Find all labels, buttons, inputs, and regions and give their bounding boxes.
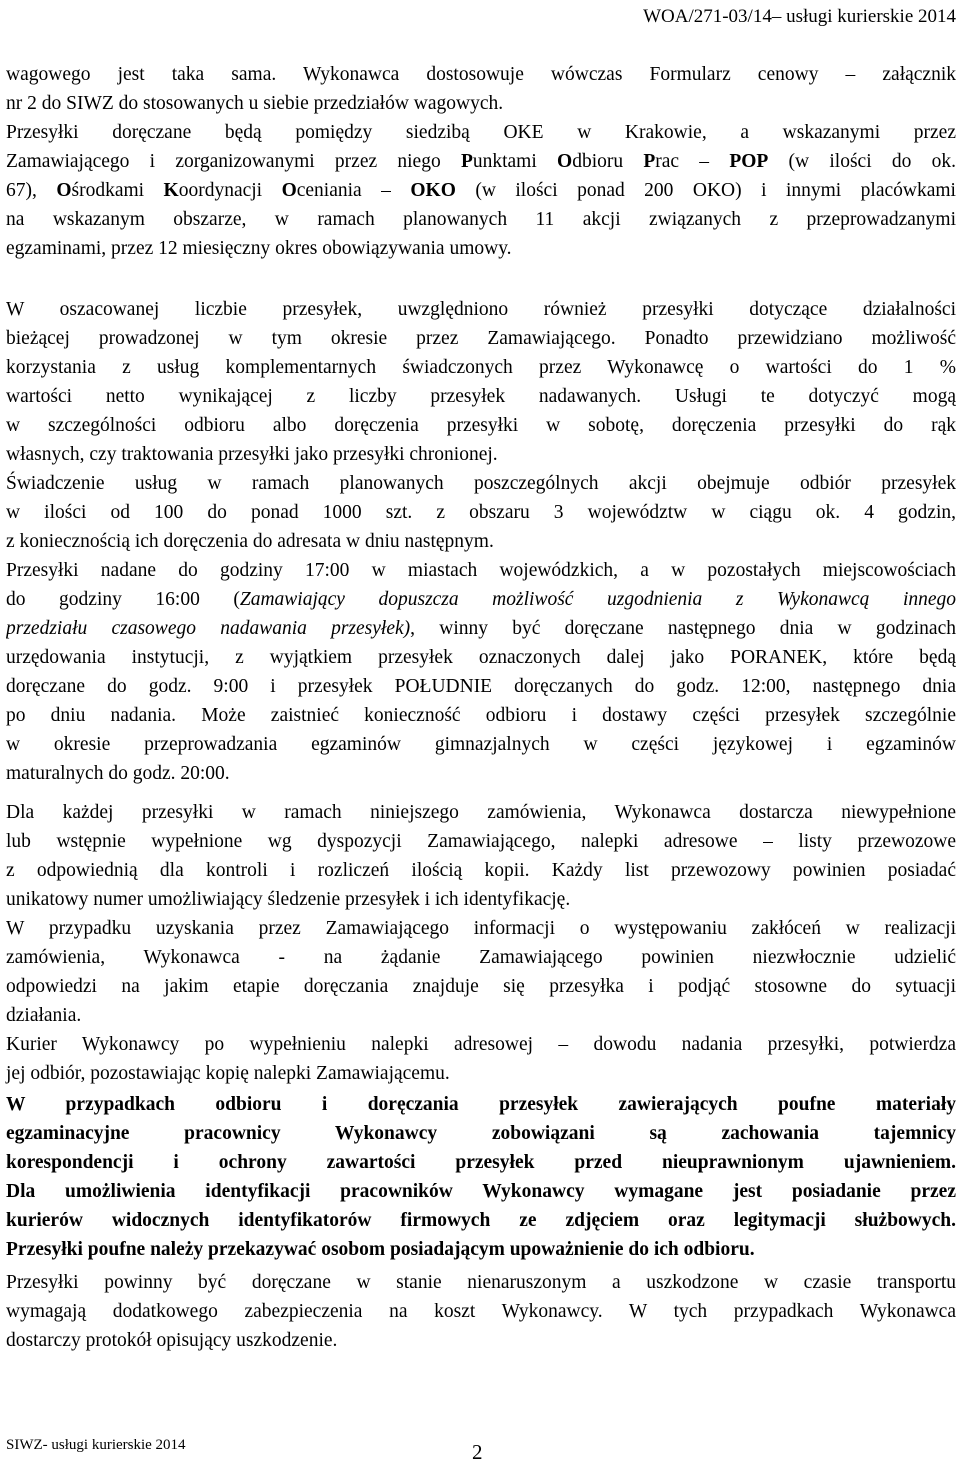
text-run: 67), xyxy=(6,180,57,201)
text-line: działania. xyxy=(6,1005,82,1026)
text-run-bold: O xyxy=(56,180,72,201)
text-run-bold: O xyxy=(557,151,573,172)
text-line: bieżącej prowadzonej w tym okresie przez Zamawiającego. Ponadto przewidziano możliwość xyxy=(6,328,956,349)
text-line: kurierów widocznych identyfikatorów firmowych ze zdjęciem oraz legitymacji służbowych. xyxy=(6,1210,956,1231)
paragraph-1 xyxy=(6,60,956,263)
text-line: zamówienia, Wykonawca - na żądanie Zamawiającego powinien niezwłocznie udzielić xyxy=(6,947,956,968)
text-run: (w ilości do ok. xyxy=(768,151,956,172)
text-line: W przypadku uzyskania przez Zamawiającego informacji o występowaniu zakłóceń w realizacji xyxy=(6,918,956,939)
text-run-bold: O xyxy=(281,180,297,201)
text-line: lub wstępnie wypełnione wg dyspozycji Zamawiającego, nalepki adresowe – listy przewozowe xyxy=(6,831,956,852)
paragraph-2 xyxy=(6,295,956,788)
text-run: ceniania – xyxy=(296,180,411,201)
text-line: korespondencji i ochrony zawartości przesyłek przed nieuprawnionym ujawnieniem. xyxy=(6,1152,956,1173)
text-line: własnych, czy traktowania przesyłki jako przesyłki chronionej. xyxy=(6,444,498,465)
text-line: Dla umożliwienia identyfikacji pracowników Wykonawcy wymagane jest posiadanie przez xyxy=(6,1181,956,1202)
text-line: korzystania z usług komplementarnych świadczonych przez Wykonawcę o wartości do 1 % xyxy=(6,357,956,378)
text-run-bold: P xyxy=(643,151,656,172)
text-line: W przypadkach odbioru i doręczania przesyłek zawierających poufne materiały xyxy=(6,1094,956,1115)
text-run: środkami xyxy=(71,180,164,201)
text-line: Przesyłki nadane do godziny 17:00 w miastach wojewódzkich, a w pozostałych miejscowościach xyxy=(6,560,956,581)
text-line: wagowego jest taka sama. Wykonawca dostosowuje wówczas Formularz cenowy – załącznik xyxy=(6,64,956,85)
text-run: , winny być doręczane następnego dnia w godzinach xyxy=(410,618,956,639)
text-run-bold: OKO xyxy=(410,180,456,201)
text-line xyxy=(6,585,956,614)
text-run-italic: Zamawiający dopuszcza możliwość uzgodnienia z Wykonawcą innego xyxy=(239,589,956,610)
text-line: Dla każdej przesyłki w ramach niniejszego zamówienia, Wykonawca dostarcza niewypełnione xyxy=(6,802,956,823)
text-line: maturalnych do godz. 20:00. xyxy=(6,763,230,784)
text-line: Kurier Wykonawcy po wypełnieniu nalepki adresowej – dowodu nadania przesyłki, potwierdza xyxy=(6,1034,956,1055)
text-line: wartości netto wynikającej z liczby przesyłek nadawanych. Usługi te dotyczyć mogą xyxy=(6,386,956,407)
text-line: nr 2 do SIWZ do stosowanych u siebie przedziałów wagowych. xyxy=(6,93,504,114)
text-line xyxy=(6,176,956,205)
text-run-italic: przedziału czasowego nadawania przesyłek) xyxy=(6,618,411,639)
footer-label: SIWZ- usługi kurierskie 2014 xyxy=(6,1437,186,1453)
text-line: Przesyłki poufne należy przekazywać osobom posiadającym upoważnienie do ich odbioru. xyxy=(6,1239,755,1260)
paragraph-4-bold xyxy=(6,1090,956,1264)
paragraph-3 xyxy=(6,798,956,1088)
page-number: 2 xyxy=(472,1440,483,1464)
text-run: do godziny 16:00 ( xyxy=(6,589,240,610)
text-run-bold: K xyxy=(163,180,179,201)
text-run: dbioru xyxy=(572,151,644,172)
text-line: dostarczy protokół opisujący uszkodzenie. xyxy=(6,1330,338,1351)
text-line: doręczane do godz. 9:00 i przesyłek POŁUDNIE doręczanych do godz. 12:00, następnego dnia xyxy=(6,676,956,697)
text-run-bold: POP xyxy=(729,151,769,172)
text-line: egzaminacyjne pracownicy Wykonawcy zobowiązani są zachowania tajemnicy xyxy=(6,1123,956,1144)
text-line xyxy=(6,614,956,643)
text-line: z odpowiednią dla kontroli i rozliczeń ilością kopii. Każdy list przewozowy powinien posiadać xyxy=(6,860,956,881)
text-line: po dniu nadania. Może zaistnieć konieczność odbioru i dostawy części przesyłek szczególnie xyxy=(6,705,956,726)
text-line: z koniecznością ich doręczenia do adresata w dniu następnym. xyxy=(6,531,494,552)
text-line: egzaminami, przez 12 miesięczny okres obowiązywania umowy. xyxy=(6,238,512,259)
text-line: Świadczenie usług w ramach planowanych poszczególnych akcji obejmuje odbiór przesyłek xyxy=(6,473,956,494)
paragraph-5 xyxy=(6,1268,956,1355)
text-line: unikatowy numer umożliwiający śledzenie przesyłek i ich identyfikację. xyxy=(6,889,571,910)
text-run: Zamawiającego i zorganizowanymi przez niego xyxy=(6,151,461,172)
text-line: na wskazanym obszarze, w ramach planowanych 11 akcji związanych z przeprowadzanymi xyxy=(6,209,956,230)
text-run: rac – xyxy=(655,151,730,172)
text-line: odpowiedzi na jakim etapie doręczania znajduje się przesyłka i podjąć stosowne do sytuacji xyxy=(6,976,956,997)
text-line: jej odbiór, pozostawiając kopię nalepki Zamawiającemu. xyxy=(6,1063,450,1084)
text-run-bold: P xyxy=(460,151,473,172)
text-line: Przesyłki powinny być doręczane w stanie nienaruszonym a uszkodzone w czasie transportu xyxy=(6,1272,956,1293)
text-line: w szczególności odbioru albo doręczenia przesyłki w sobotę, doręczenia przesyłki do rąk xyxy=(6,415,956,436)
page-header: WOA/271-03/14– usługi kurierskie 2014 xyxy=(643,6,956,27)
text-line: wymagają dodatkowego zabezpieczenia na koszt Wykonawcy. W tych przypadkach Wykonawca xyxy=(6,1301,956,1322)
text-line: w ilości od 100 do ponad 1000 szt. z obszaru 3 województw w ciągu ok. 4 godzin, xyxy=(6,502,956,523)
text-line: w okresie przeprowadzania egzaminów gimnazjalnych w części językowej i egzaminów xyxy=(6,734,956,755)
text-line: Przesyłki doręczane będą pomiędzy siedzibą OKE w Krakowie, a wskazanymi przez xyxy=(6,122,956,143)
text-line xyxy=(6,147,956,176)
text-run: (w ilości ponad 200 OKO) i innymi placówkami xyxy=(455,180,956,201)
text-run: unktami xyxy=(472,151,558,172)
text-line: W oszacowanej liczbie przesyłek, uwzględniono również przesyłki dotyczące działalności xyxy=(6,299,956,320)
text-line: urzędowania instytucji, z wyjątkiem przesyłek oznaczonych dalej jako PORANEK, które będą xyxy=(6,647,956,668)
text-run: oordynacji xyxy=(178,180,282,201)
